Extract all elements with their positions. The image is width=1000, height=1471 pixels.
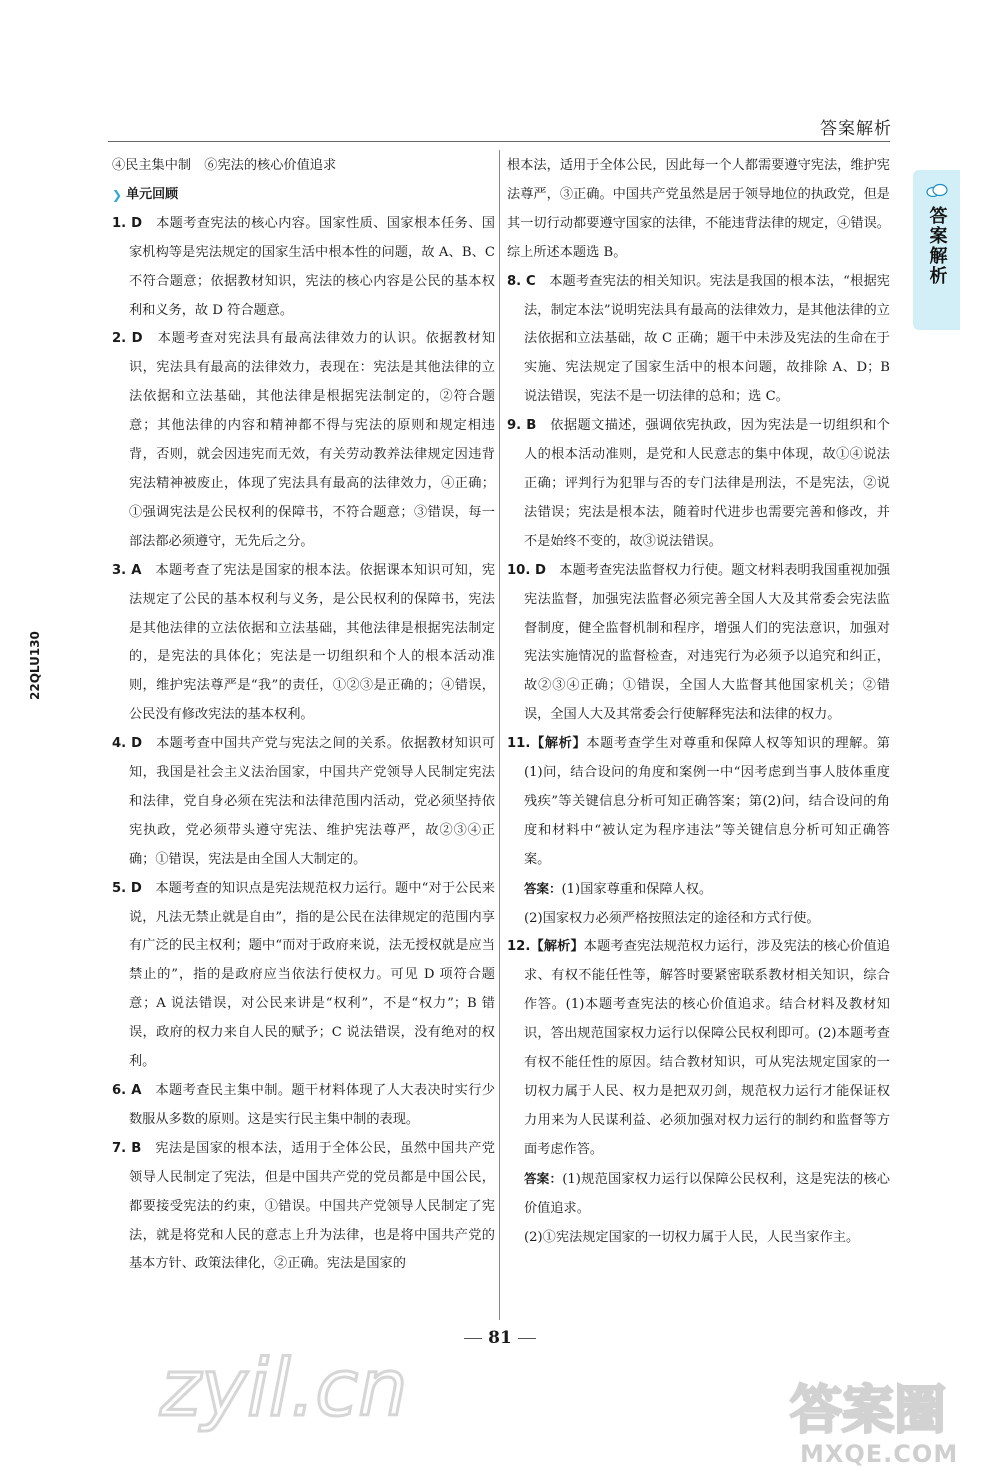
item-text: 本题考查学生对尊重和保障人权等知识的理解。第(1)问，结合设问的角度和案例一中“因考虑到当事人肢体重度残疾”等关键信息分析可知正确答案；第(2)问，结合设问的角度和材料中“被认定为程序违法”等关键信息分析可知正确答案。 [524, 736, 890, 867]
answer-item [112, 1077, 495, 1135]
watermark-left [150, 1330, 470, 1444]
item-number: 2. D [112, 331, 143, 347]
page-number-value: 81 [488, 1328, 512, 1348]
section-title: 单元回顾 [126, 186, 179, 202]
item-number: 9. B [507, 418, 537, 434]
item-text: 本题考查宪法的核心内容。国家性质、国家根本任务、国家机构等是宪法规定的国家生活中根本性的问题，故 A、B、C 不符合题意；依据教材知识，宪法的核心内容是公民的基本权利和义务，故 D 符合题意。 [129, 215, 495, 318]
answer-label: 答案： [524, 1170, 563, 1186]
item-text: 依据题文描述，强调依宪执政，因为宪法是一切组织和个人的根本活动准则，是党和人民意志的集中体现，故①④说法正确；评判行为犯罪与否的专门法律是刑法，不是宪法，②说法错误；宪法是根本法，随着时代进步也需要完善和修改，并不是始终不变的，故③说法错误。 [524, 418, 890, 549]
answer-item [507, 557, 890, 730]
answer-item [507, 933, 890, 1164]
answer-line [507, 1165, 890, 1224]
column-divider [499, 150, 500, 1320]
intro-line: ④民主集中制 ⑥宪法的核心价值追求 [112, 158, 337, 173]
item-text: 本题考查了宪法是国家的根本法。依据课本知识可知，宪法规定了公民的基本权利与义务，是公民权利的保障书，宪法是其他法律的立法依据和立法基础，其他法律是根据宪法制定的，是宪法的具体化；宪法是一切组织和个人的根本活动准则，维护宪法尊严是“我”的责任，①②③是正确的；④错误，公民没有修改宪法的基本权利。 [129, 562, 496, 723]
answer-item [112, 325, 495, 556]
item-text: 本题考查的知识点是宪法规范权力运行。题中“对于公民来说，凡法无禁止就是自由”，指的是公民在法律规定的范围内享有广泛的民主权利；题中“而对于政府来说，法无授权就是应当禁止的”，指的是政府应当依法行使权力。可见 D 项符合题意；A 说法错误，对公民来讲是“权利”，不是“权力”；B 错误，政府的权力来自人民的赋予；C 说法错误，没有绝对的权利。 [129, 880, 495, 1070]
item-number: 1. D [112, 215, 143, 231]
item-text: 宪法是国家的根本法，适用于全体公民，虽然中国共产党领导人民制定了宪法，但是中国共产党的党员都是中国公民，都要接受宪法的约束，①错误。中国共产党领导人民制定了宪法，就是将党和人民的意志上升为法律，也是将中国共产党的基本方针、政策法律化，②正确。宪法是国家的 [129, 1140, 495, 1272]
right-column [507, 152, 890, 1252]
watermark-right-logo [760, 1370, 980, 1444]
item-text: 本题考查宪法的相关知识。宪法是我国的根本法，“根据宪法，制定本法”说明宪法具有最高的法律效力，是其他法律的立法依据和立法基础，故 C 正确；题干中未涉及宪法的生命在于实施、宪法规定了国家生活中的根本问题，故排除 A、D；B 说法错误，宪法不是一切法律的总和；选 C。 [524, 273, 890, 405]
item-text: 本题考查民主集中制。题干材料体现了人大表决时实行少数服从多数的原则。这是实行民主集中制的表现。 [129, 1083, 496, 1127]
side-tab-label: 答案解析 [926, 206, 948, 286]
answer-item [112, 210, 495, 326]
svg-text:zyil.cn: zyil.cn [160, 1344, 408, 1434]
side-code: 22QLU130 [28, 631, 42, 700]
item-number: 5. D [112, 880, 142, 896]
item-number: 11.【解析】 [507, 736, 587, 752]
answer-item [507, 412, 890, 557]
answer-text: (1)国家尊重和保障人权。 [561, 881, 713, 897]
item-number: 7. B [112, 1140, 142, 1156]
answer-item [507, 268, 890, 413]
item-number: 4. D [112, 736, 143, 752]
continuation-text: 根本法，适用于全体公民，因此每一个人都需要遵守宪法，维护宪法尊严，③正确。中国共产党虽然是居于领导地位的执政党，但是其一切行动都要遵守国家的法律，不能违背法律的规定，④错误。综上所述本题选 B。 [507, 158, 890, 260]
item-text: 本题考查宪法规范权力运行，涉及宪法的核心价值追求、有权不能任性等，解答时要紧密联系教材相关知识，综合作答。(1)本题考查宪法的核心价值追求。结合材料及教材知识，答出规范国家权力运行以保障公民权利即可。(2)本题考查有权不能任性的原因。结合教材知识，可从宪法规定国家的一切权力属于人民、权力是把双刃剑，规范权力运行才能保证权力用来为人民谋利益、必须加强对权力运行的制约和监督等方面考虑作答。 [524, 939, 890, 1157]
page-dash-right [518, 1338, 536, 1339]
answer-text: (2)①宪法规定国家的一切权力属于人民，人民当家作主。 [524, 1229, 860, 1245]
answer-line [507, 905, 890, 934]
answer-text: (2)国家权力必须严格按照法定的途径和方式行使。 [524, 910, 820, 926]
item-number: 3. A [112, 562, 142, 578]
item-text: 本题考查对宪法具有最高法律效力的认识。依据教材知识，宪法具有最高的法律效力，表现在：宪法是其他法律的立法依据和立法基础，其他法律是根据宪法制定的，②符合题意；其他法律的内容和精神都不得与宪法的原则和规定相违背，否则，就会因违宪而无效，有关劳动教养法律规定因违背宪法精神被废止，体现了宪法具有最高的法律效力，④正确；①强调宪法是公民权利的保障书，不符合题意；③错误，每一部法都必须遵守，无先后之分。 [129, 331, 496, 549]
section-heading [112, 181, 495, 210]
item-text: 本题考查宪法监督权力行使。题文材料表明我国重视加强宪法监督，加强宪法监督必须完善全国人大及其常委会宪法监督制度，健全监督机制和程序，增强人们的宪法意识，加强对宪法实施情况的监督检查，对违宪行为必须予以追究和纠正，故②③④正确；①错误，全国人大监督其他国家机关；②错误，全国人大及其常委会行使解释宪法和法律的权力。 [524, 562, 891, 723]
svg-text:答案圈: 答案圈 [790, 1381, 947, 1440]
left-column [112, 152, 495, 1279]
chevron-right-icon: ❯ [112, 187, 123, 202]
answer-label: 答案： [524, 880, 562, 896]
answer-item [112, 730, 495, 875]
item-text: 本题考查中国共产党与宪法之间的关系。依据教材知识可知，我国是社会主义法治国家，中国共产党领导人民制定宪法和法律，党自身必须在宪法和法律范围内活动，党必须坚持依宪执政，党必须带头遵守宪法、维护宪法尊严，故②③④正确；①错误，宪法是由全国人大制定的。 [129, 736, 495, 867]
item-number: 8. C [507, 273, 536, 289]
cloud-icon [926, 182, 948, 196]
item-number: 10. D [507, 562, 546, 578]
header-rule [108, 141, 890, 142]
answer-line [507, 875, 890, 905]
answer-item [112, 1135, 495, 1280]
answer-line [507, 1224, 890, 1253]
answer-item [112, 875, 495, 1077]
answer-item [507, 730, 890, 875]
watermark-right-url: MXQE.COM [800, 1440, 959, 1468]
answer-item [112, 557, 495, 730]
item-number: 12.【解析】 [507, 939, 584, 955]
answer-text: (1)规范国家权力运行以保障公民权利，这是宪法的核心价值追求。 [524, 1171, 890, 1216]
side-tab [913, 170, 960, 330]
item-number: 6. A [112, 1083, 142, 1098]
header-title: 答案解析 [820, 119, 892, 139]
